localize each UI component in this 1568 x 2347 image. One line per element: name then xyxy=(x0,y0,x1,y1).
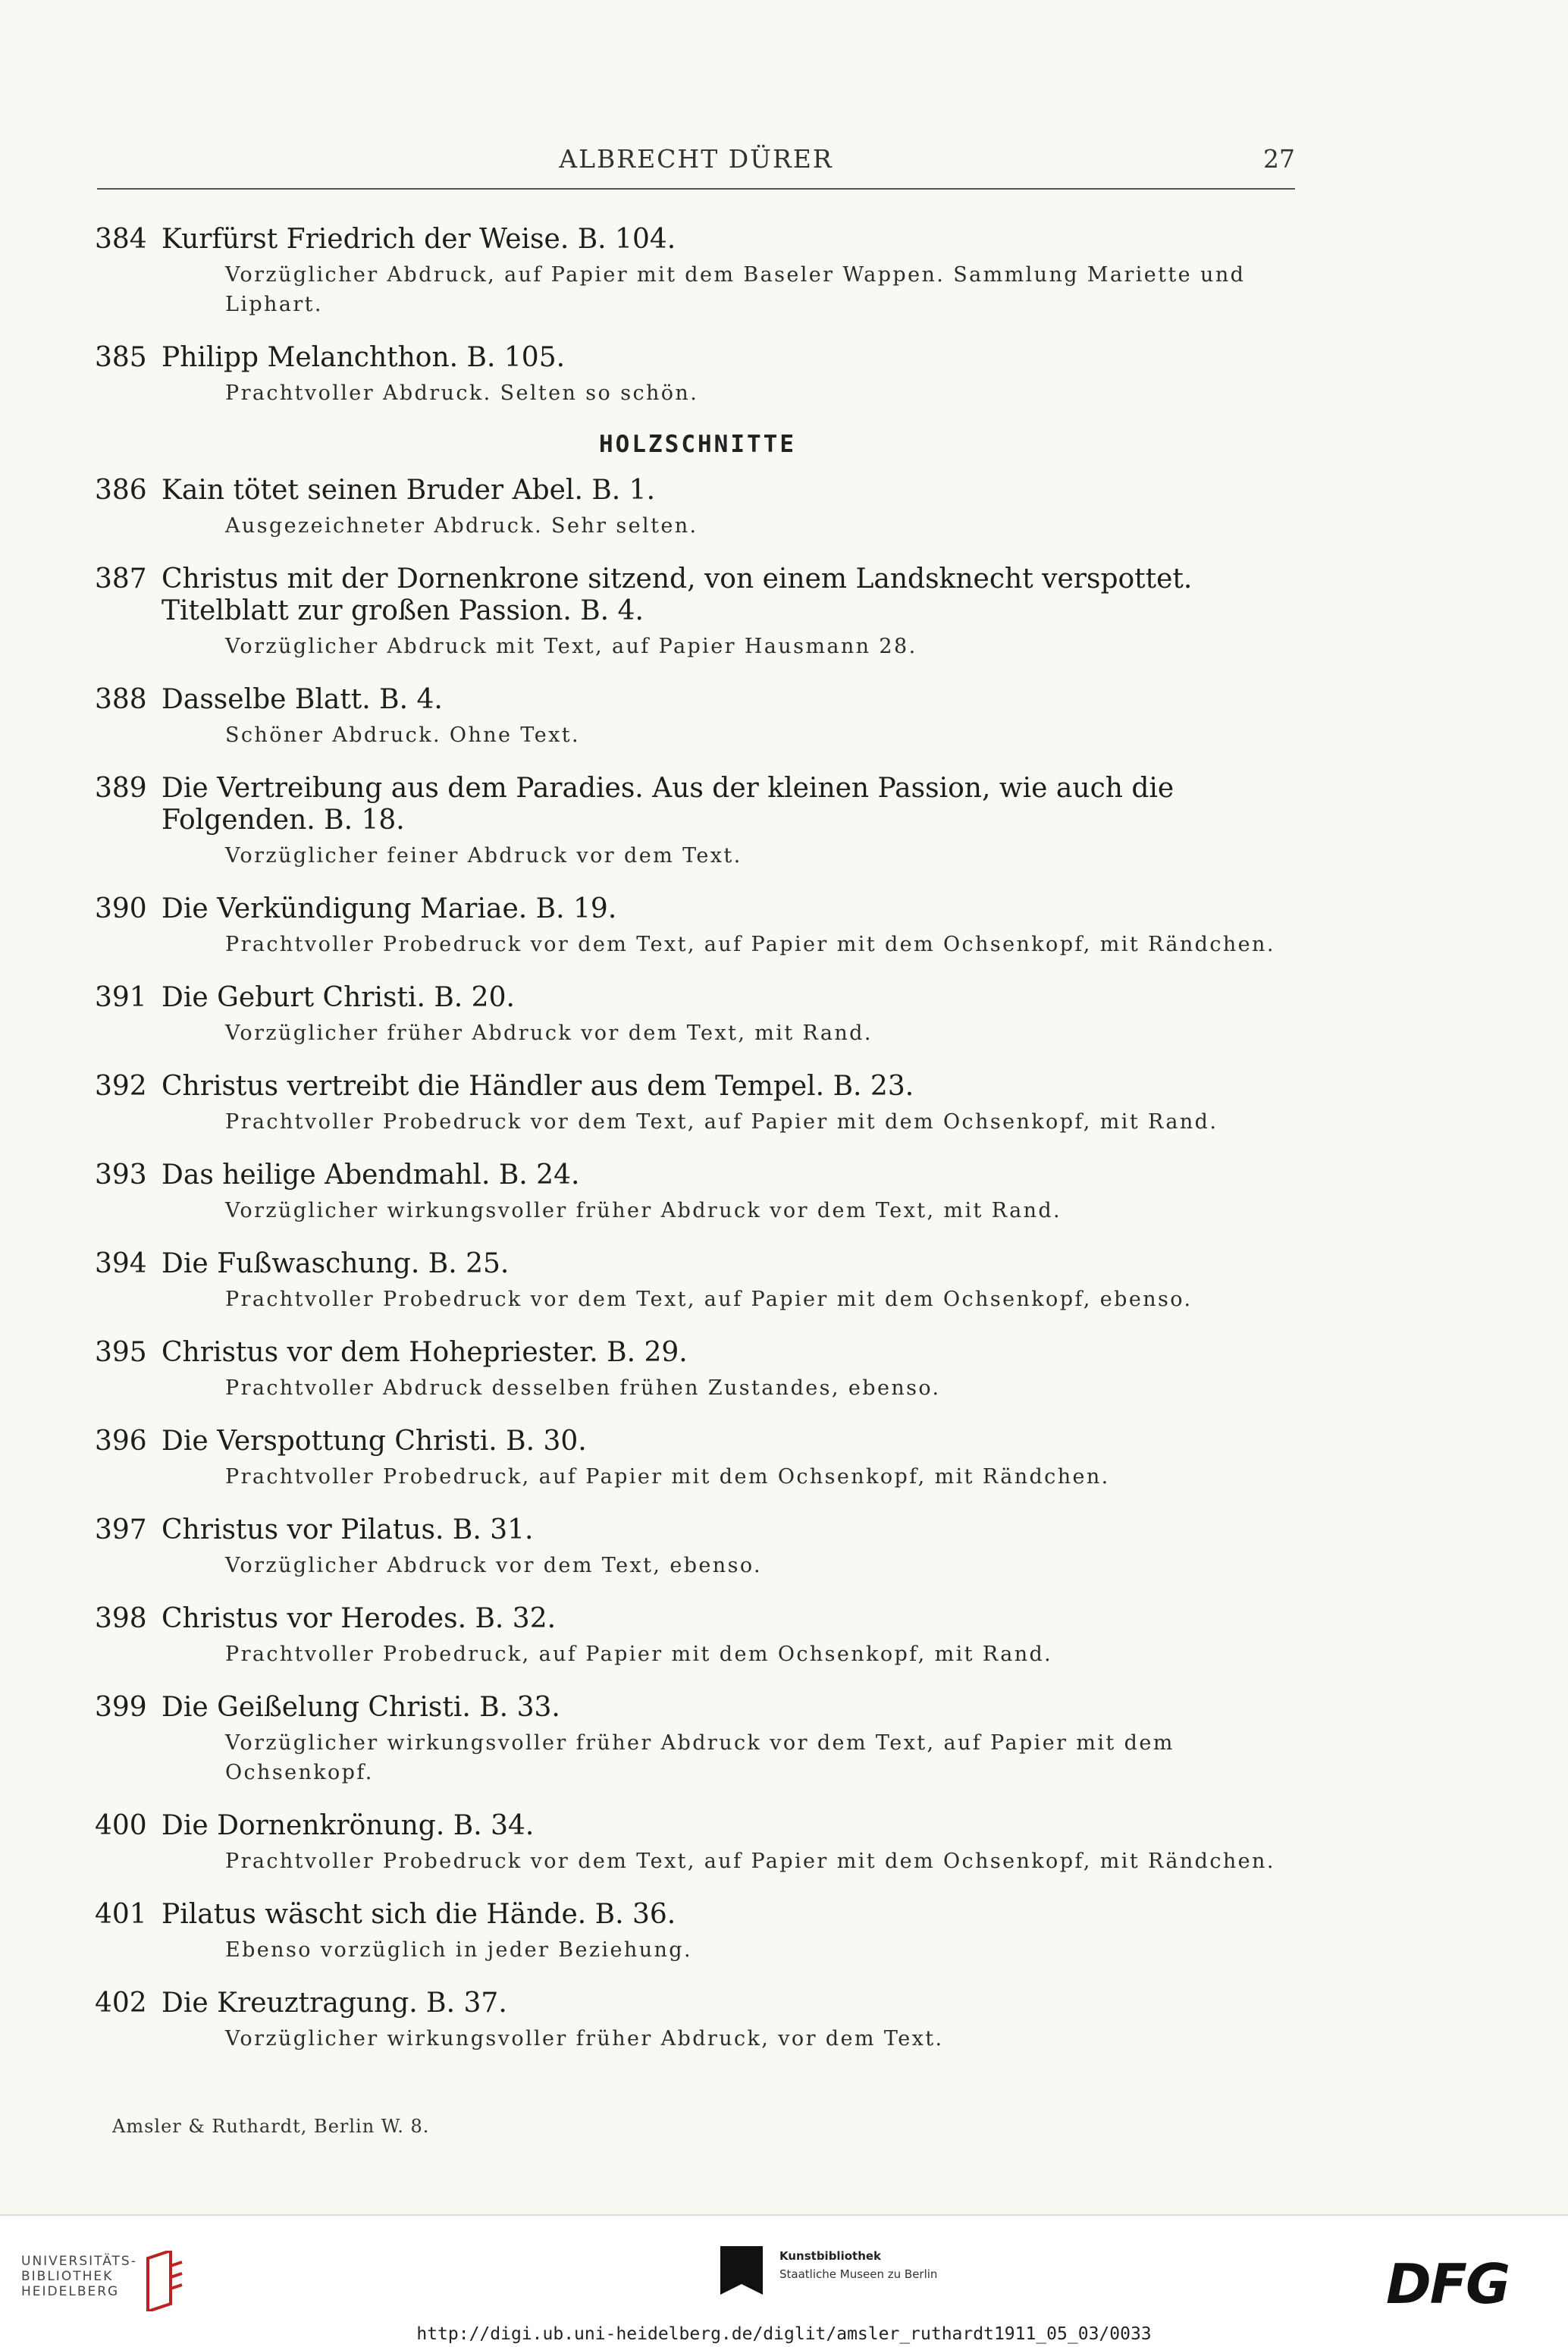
catalogue-entry xyxy=(95,1692,1300,1787)
catalogue-entry xyxy=(95,1159,1300,1225)
entry-number: 393 xyxy=(95,1159,147,1191)
page-url[interactable]: http://digi.ub.uni-heidelberg.de/diglit/amsler_ruthardt1911_05_03/0033 xyxy=(416,2324,1152,2344)
entry-heading xyxy=(95,1159,1300,1191)
catalogue-entry xyxy=(95,475,1300,541)
entry-description: Ausgezeichneter Abdruck. Sehr selten. xyxy=(225,514,698,538)
section-heading: HOLZSCHNITTE xyxy=(599,431,796,458)
catalogue-entry xyxy=(95,1248,1300,1314)
entry-number: 385 xyxy=(95,342,147,373)
entry-title: Christus vor Herodes. B. 32. xyxy=(162,1603,557,1634)
running-title: ALBRECHT DÜRER xyxy=(559,144,833,174)
university-mark-icon xyxy=(140,2251,186,2311)
entry-title: Die Kreuztragung. B. 37. xyxy=(162,1988,507,2019)
entry-number: 389 xyxy=(95,773,147,804)
entry-heading xyxy=(95,1248,1300,1280)
catalogue-entry xyxy=(95,1426,1300,1492)
entry-heading xyxy=(95,1071,1300,1103)
entry-description: Vorzüglicher feiner Abdruck vor dem Text. xyxy=(225,844,742,868)
entry-number: 386 xyxy=(95,475,147,506)
logo-line: UNIVERSITÄTS- xyxy=(21,2254,137,2269)
entry-description: Schöner Abdruck. Ohne Text. xyxy=(225,723,580,747)
digitization-footer xyxy=(0,2214,1568,2347)
catalogue-entry xyxy=(95,563,1300,661)
entry-heading xyxy=(95,893,1300,925)
entry-number: 394 xyxy=(95,1248,147,1279)
entry-description: Vorzüglicher Abdruck vor dem Text, ebenso. xyxy=(225,1554,762,1577)
entry-heading xyxy=(95,1426,1300,1457)
kunstbibliothek-mark-icon xyxy=(720,2246,763,2295)
entry-title: Die Verkündigung Mariae. B. 19. xyxy=(162,893,617,924)
entry-heading xyxy=(95,1899,1300,1931)
entry-description: Vorzüglicher wirkungsvoller früher Abdruck vor dem Text, mit Rand. xyxy=(225,1199,1062,1222)
publisher-imprint: Amsler & Ruthardt, Berlin W. 8. xyxy=(112,2116,430,2137)
entry-heading xyxy=(95,1337,1300,1369)
entry-description: Vorzüglicher Abdruck mit Text, auf Papier Hausmann 28. xyxy=(225,635,917,658)
logo-line: BIBLIOTHEK xyxy=(21,2269,114,2284)
entry-description: Prachtvoller Probedruck, auf Papier mit dem Ochsenkopf, mit Rand. xyxy=(225,1643,1053,1666)
entry-heading xyxy=(95,342,1300,374)
entry-heading xyxy=(95,773,1300,836)
entry-number: 397 xyxy=(95,1514,147,1545)
entry-title: Das heilige Abendmahl. B. 24. xyxy=(162,1159,580,1191)
entry-heading xyxy=(95,563,1300,627)
entry-title: Die Geburt Christi. B. 20. xyxy=(162,982,515,1013)
entry-number: 390 xyxy=(95,893,147,924)
entry-description: Vorzüglicher früher Abdruck vor dem Text, mit Rand. xyxy=(225,1021,873,1045)
entry-description: Prachtvoller Probedruck vor dem Text, auf Papier mit dem Ochsenkopf, ebenso. xyxy=(225,1288,1193,1311)
entry-description: Vorzüglicher wirkungsvoller früher Abdruck, vor dem Text. xyxy=(225,2027,944,2050)
entry-title: Dasselbe Blatt. B. 4. xyxy=(162,684,443,715)
entry-number: 400 xyxy=(95,1810,147,1841)
entry-title: Die Verspottung Christi. B. 30. xyxy=(162,1426,587,1457)
entry-number: 391 xyxy=(95,982,147,1013)
entry-description: Prachtvoller Probedruck, auf Papier mit dem Ochsenkopf, mit Rändchen. xyxy=(225,1465,1110,1489)
entry-number: 384 xyxy=(95,224,147,255)
entry-heading xyxy=(95,982,1300,1014)
entries-etchings xyxy=(95,224,1300,408)
entry-title: Philipp Melanchthon. B. 105. xyxy=(162,342,566,373)
catalogue-entry xyxy=(95,982,1300,1048)
entry-description: Prachtvoller Probedruck vor dem Text, auf Papier mit dem Ochsenkopf, mit Rändchen. xyxy=(225,1850,1275,1873)
university-library-logo[interactable] xyxy=(21,2254,137,2299)
entry-heading xyxy=(95,1810,1300,1842)
entry-title: Die Vertreibung aus dem Paradies. Aus der kleinen Passion, wie auch die Folgenden. B. 18. xyxy=(162,773,1174,836)
entry-description: Ebenso vorzüglich in jeder Beziehung. xyxy=(225,1938,692,1962)
entry-title: Pilatus wäscht sich die Hände. B. 36. xyxy=(162,1899,676,1930)
entry-description: Prachtvoller Abdruck. Selten so schön. xyxy=(225,381,699,405)
entry-description: Prachtvoller Probedruck vor dem Text, auf Papier mit dem Ochsenkopf, mit Rändchen. xyxy=(225,933,1275,956)
kunstbibliothek-title: Kunstbibliothek xyxy=(779,2249,882,2263)
entry-title: Kain tötet seinen Bruder Abel. B. 1. xyxy=(162,475,656,506)
entry-description: Prachtvoller Probedruck vor dem Text, auf Papier mit dem Ochsenkopf, mit Rand. xyxy=(225,1110,1218,1134)
entry-description: Vorzüglicher Abdruck, auf Papier mit dem Baseler Wappen. Sammlung Mariette und Liphart. xyxy=(225,263,1246,316)
catalogue-entry xyxy=(95,1899,1300,1965)
header-rule xyxy=(97,188,1295,190)
entry-title: Die Dornenkrönung. B. 34. xyxy=(162,1810,535,1841)
entry-number: 396 xyxy=(95,1426,147,1457)
entry-number: 399 xyxy=(95,1692,147,1723)
entry-title: Kurfürst Friedrich der Weise. B. 104. xyxy=(162,224,676,255)
entry-heading xyxy=(95,684,1300,716)
entry-title: Christus vor Pilatus. B. 31. xyxy=(162,1514,534,1545)
entry-title: Die Geißelung Christi. B. 33. xyxy=(162,1692,560,1723)
entry-number: 388 xyxy=(95,684,147,715)
entry-heading xyxy=(95,1514,1300,1546)
logo-line: HEIDELBERG xyxy=(21,2284,120,2299)
entry-number: 392 xyxy=(95,1071,147,1102)
catalogue-entry xyxy=(95,1071,1300,1137)
entry-number: 402 xyxy=(95,1988,147,2019)
entry-title: Die Fußwaschung. B. 25. xyxy=(162,1248,510,1279)
entry-number: 398 xyxy=(95,1603,147,1634)
catalogue-entry xyxy=(95,1514,1300,1580)
catalogue-entry xyxy=(95,1988,1300,2054)
entry-title: Christus mit der Dornenkrone sitzend, von einem Landsknecht verspottet. Titelblatt zur großen Passion. B. 4. xyxy=(162,563,1193,626)
catalogue-entry xyxy=(95,1810,1300,1876)
entry-number: 395 xyxy=(95,1337,147,1368)
catalogue-entry xyxy=(95,224,1300,319)
entry-description: Prachtvoller Abdruck desselben frühen Zustandes, ebenso. xyxy=(225,1376,941,1400)
entry-title: Christus vertreibt die Händler aus dem Tempel. B. 23. xyxy=(162,1071,914,1102)
catalogue-entry xyxy=(95,342,1300,408)
entry-number: 401 xyxy=(95,1899,147,1930)
catalogue-entry xyxy=(95,773,1300,871)
entries-woodcuts xyxy=(95,475,1300,2054)
dfg-logo[interactable]: DFG xyxy=(1386,2252,1510,2316)
entry-heading xyxy=(95,224,1300,256)
entry-heading xyxy=(95,475,1300,507)
entry-heading xyxy=(95,1603,1300,1635)
page-number: 27 xyxy=(1263,144,1295,174)
catalogue-entry xyxy=(95,893,1300,959)
entry-number: 387 xyxy=(95,563,147,595)
catalogue-entry xyxy=(95,684,1300,750)
entry-heading xyxy=(95,1988,1300,2019)
catalogue-entry xyxy=(95,1337,1300,1403)
catalogue-entry xyxy=(95,1603,1300,1669)
running-header xyxy=(97,144,1295,182)
entry-title: Christus vor dem Hohepriester. B. 29. xyxy=(162,1337,688,1368)
entry-heading xyxy=(95,1692,1300,1724)
kunstbibliothek-subtitle: Staatliche Museen zu Berlin xyxy=(779,2267,938,2281)
catalogue-entries xyxy=(95,224,1300,2076)
entry-description: Vorzüglicher wirkungsvoller früher Abdruck vor dem Text, auf Papier mit dem Ochsenkopf. xyxy=(225,1731,1174,1784)
